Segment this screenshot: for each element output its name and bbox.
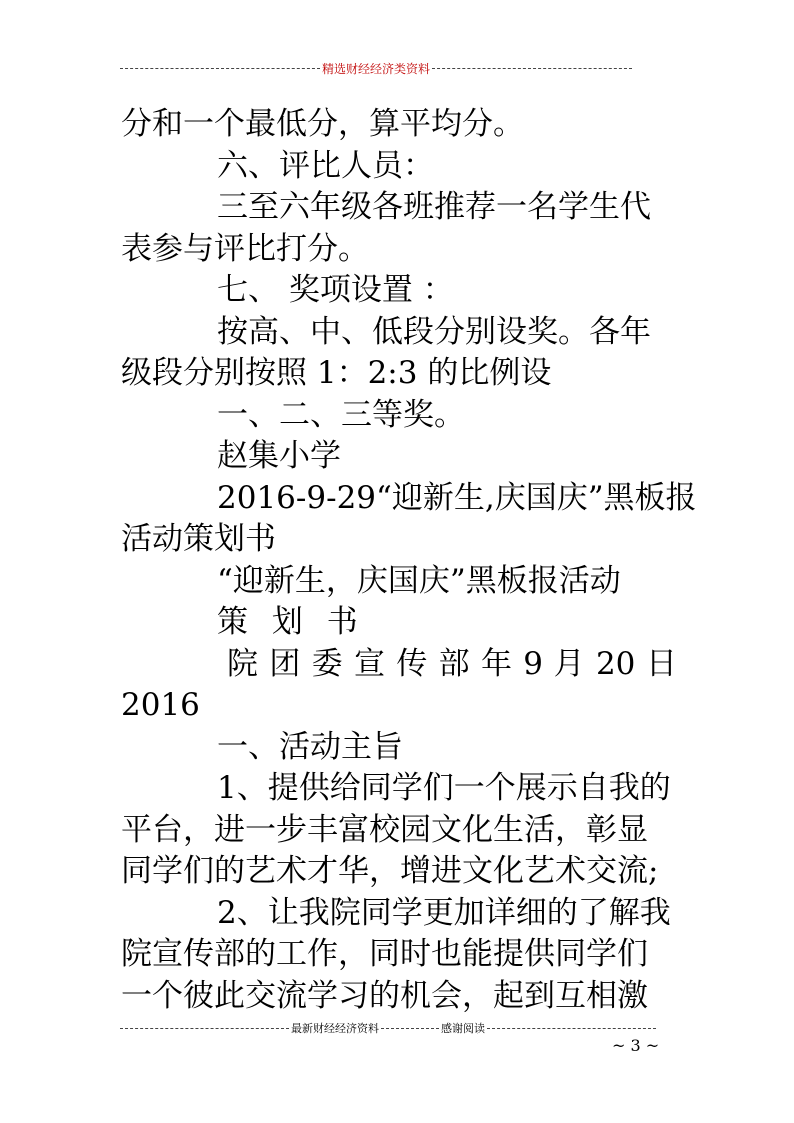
section-heading-judges: 六、评比人员：: [217, 147, 434, 184]
header-dashed-rule-left: [120, 68, 320, 69]
purpose-item-1-line-2: 平台，进一步丰富校园文化生活，彰显: [121, 811, 648, 848]
purpose-item-1-line-1: 1、提供给同学们一个展示自我的: [217, 770, 671, 806]
footer-dashed-rule-right: [487, 1028, 656, 1029]
purpose-item-2-line-2: 院宣传部的工作，同时也能提供同学们: [121, 936, 648, 972]
purpose-item-1-line-3: 同学们的艺术才华，增进文化艺术交流;: [121, 853, 659, 889]
purpose-item-2-line-3: 一个彼此交流学习的机会，起到互相激: [121, 977, 648, 1014]
body-line-6: 按高、中、低段分别设奖。各年: [217, 313, 651, 350]
header-dashed-rule-right: [432, 68, 632, 69]
body-line-3: 三至六年级各班推荐一名学生代: [217, 189, 651, 225]
footer-dashed-rule-left: [120, 1028, 289, 1029]
page-header: [120, 58, 632, 78]
body-line-1: 分和一个最低分，算平均分。: [121, 106, 524, 142]
purpose-item-2-line-1: 2、让我院同学更加详细的了解我: [217, 894, 671, 931]
body-line-8: 一、二、三等奖。: [217, 396, 465, 433]
body-line-7: 级段分别按照 1：2:3 的比例设: [121, 355, 552, 391]
year-line: 2016: [121, 687, 200, 723]
body-line-4: 表参与评比打分。: [121, 230, 369, 267]
footer-dashed-rule-middle: [381, 1028, 439, 1029]
document-body: [121, 104, 697, 1017]
footer-left-label: 最新财经经济资料: [291, 1022, 379, 1035]
department-date-line: 院 团 委 宣 传 部 年 9 月 20 日: [227, 645, 677, 682]
page-number: ~ 3 ~: [612, 1036, 660, 1055]
section-heading-awards: 七、 奖项设置 ：: [217, 272, 454, 308]
doc-title-line-1: 2016-9-29“迎新生,庆国庆”黑板报: [217, 479, 697, 516]
activity-title: “迎新生，庆国庆”黑板报活动: [217, 562, 621, 599]
doc-title-line-2: 活动策划书: [121, 521, 276, 557]
header-title: 精选财经经济类资料: [322, 61, 431, 76]
section-heading-purpose: 一、活动主旨: [217, 728, 403, 765]
plan-subtitle: 策 划 书: [217, 604, 358, 640]
school-name: 赵集小学: [217, 438, 341, 474]
footer-right-label: 感谢阅读: [441, 1022, 485, 1035]
page-footer: [120, 1019, 656, 1037]
